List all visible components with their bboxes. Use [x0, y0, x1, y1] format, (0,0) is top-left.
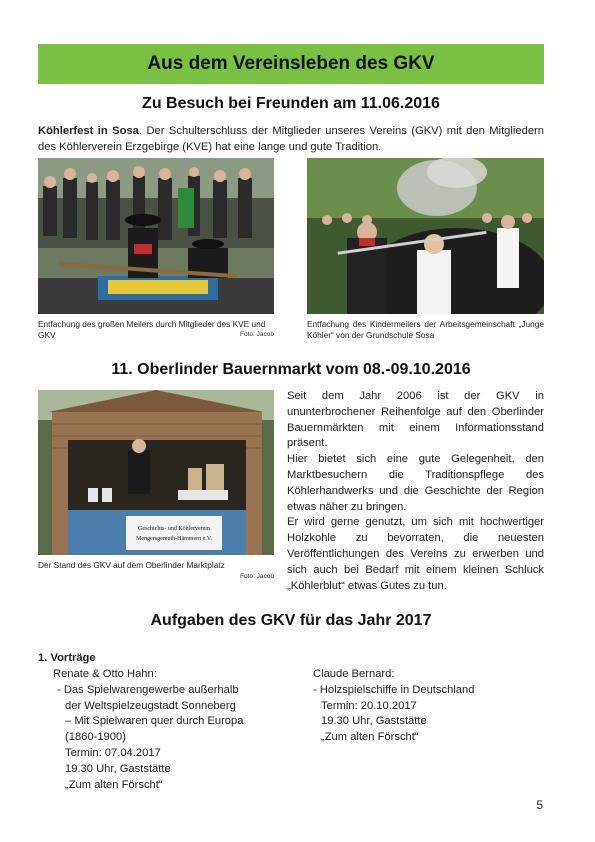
page-number: 5: [536, 798, 543, 812]
list-title-text: 1. Vorträge: [38, 652, 96, 664]
photo-right-caption: Entfachung des Kindermeilers der Arbeitsgemeinschaft „Junge Köhler“ von der Grundschule Sosa: [307, 319, 544, 340]
photo-children-kiln: [307, 158, 544, 314]
lecture-line: - Holzspielschiffe in Deutschland: [313, 683, 475, 696]
stand-sign-line2: Mengersgereuth-Hämmern e.V.: [136, 536, 212, 542]
section2-paragraph: Er wird gerne genutzt, um sich mit hochwertiger Holzkohle zu bevorraten, die neuesten Veröffentlichungen des Vereins zu erwerben und sich auch bei Bedarf mit einem kleinen Schluck „Köhlerblut“ etwas Gutes zu tun.: [287, 516, 544, 592]
stand-sign-line1: Geschichts- und Köhlerverein: [138, 526, 210, 532]
intro-text: . Der Schulterschluss der Mitglieder unseres Vereins (GKV) mit den Mitgliedern des Köhlerverein Erzgebirge (KVE) hat eine lange und gute Tradition.: [38, 125, 544, 153]
lecture-line: der Weltspielzeugstadt Sonneberg: [65, 699, 236, 712]
section1-heading: Zu Besuch bei Freunden am 11.06.2016: [142, 95, 440, 112]
photo-left-caption: Entfachung des großen Meilers durch Mitglieder des KVE und GKV: [38, 319, 266, 340]
photo-market-stand: [38, 390, 274, 555]
section1-intro: [38, 124, 544, 156]
section3-heading: Aufgaben des GKV für das Jahr 2017: [150, 612, 432, 629]
lecture-date: Termin: 07.04.2017: [65, 746, 161, 759]
list-title: [38, 651, 96, 667]
lecture-line: (1860-1900): [65, 731, 126, 744]
section-banner: [38, 44, 544, 84]
lecture-line: – Mit Spielwaren quer durch Europa: [65, 715, 244, 728]
section2-paragraph: Hier bietet sich eine gute Gelegenheit, den Marktbesuchern die Traditionspflege des Köhlerhandwerks und die Geschichte der Region etwas näher zu bringen.: [287, 453, 544, 513]
section2-paragraph: Seit dem Jahr 2006 ist der GKV in ununterbrochener Reihenfolge auf den Oberlinder Bauernmärkten mit einem Informationsstand präsent.: [287, 390, 544, 450]
banner-title: Aus dem Vereinsleben des GKV: [147, 53, 435, 74]
photo-market-caption: Der Stand des GKV auf dem Oberlinder Marktplatz: [38, 560, 225, 570]
lecture-date: Termin: 20.10.2017: [321, 699, 417, 712]
lecture-right-column: [313, 667, 544, 746]
photo-kiln-lighting: [38, 158, 274, 314]
lecture-speaker: Claude Bernard:: [313, 668, 395, 680]
lecture-time: 19.30 Uhr, Gaststätte: [65, 762, 171, 775]
lecture-line: - Das Spielwarengewerbe außerhalb: [57, 683, 239, 696]
lecture-venue: „Zum alten Förscht“: [321, 731, 419, 744]
photo-left-credit: Foto: Jacob: [240, 331, 274, 338]
section2-text: [287, 389, 544, 594]
lecture-left-column: [38, 667, 298, 793]
lecture-speaker: Renate & Otto Hahn:: [53, 668, 157, 680]
intro-bold: Köhlerfest in Sosa: [38, 125, 139, 137]
section2-heading: 11. Oberlinder Bauernmarkt vom 08.-09.10.2016: [111, 361, 471, 378]
lecture-venue: „Zum alten Förscht“: [65, 778, 163, 791]
lecture-time: 19.30 Uhr, Gaststätte: [321, 715, 427, 728]
photo-market-credit: Foto: Jacob: [240, 573, 274, 580]
